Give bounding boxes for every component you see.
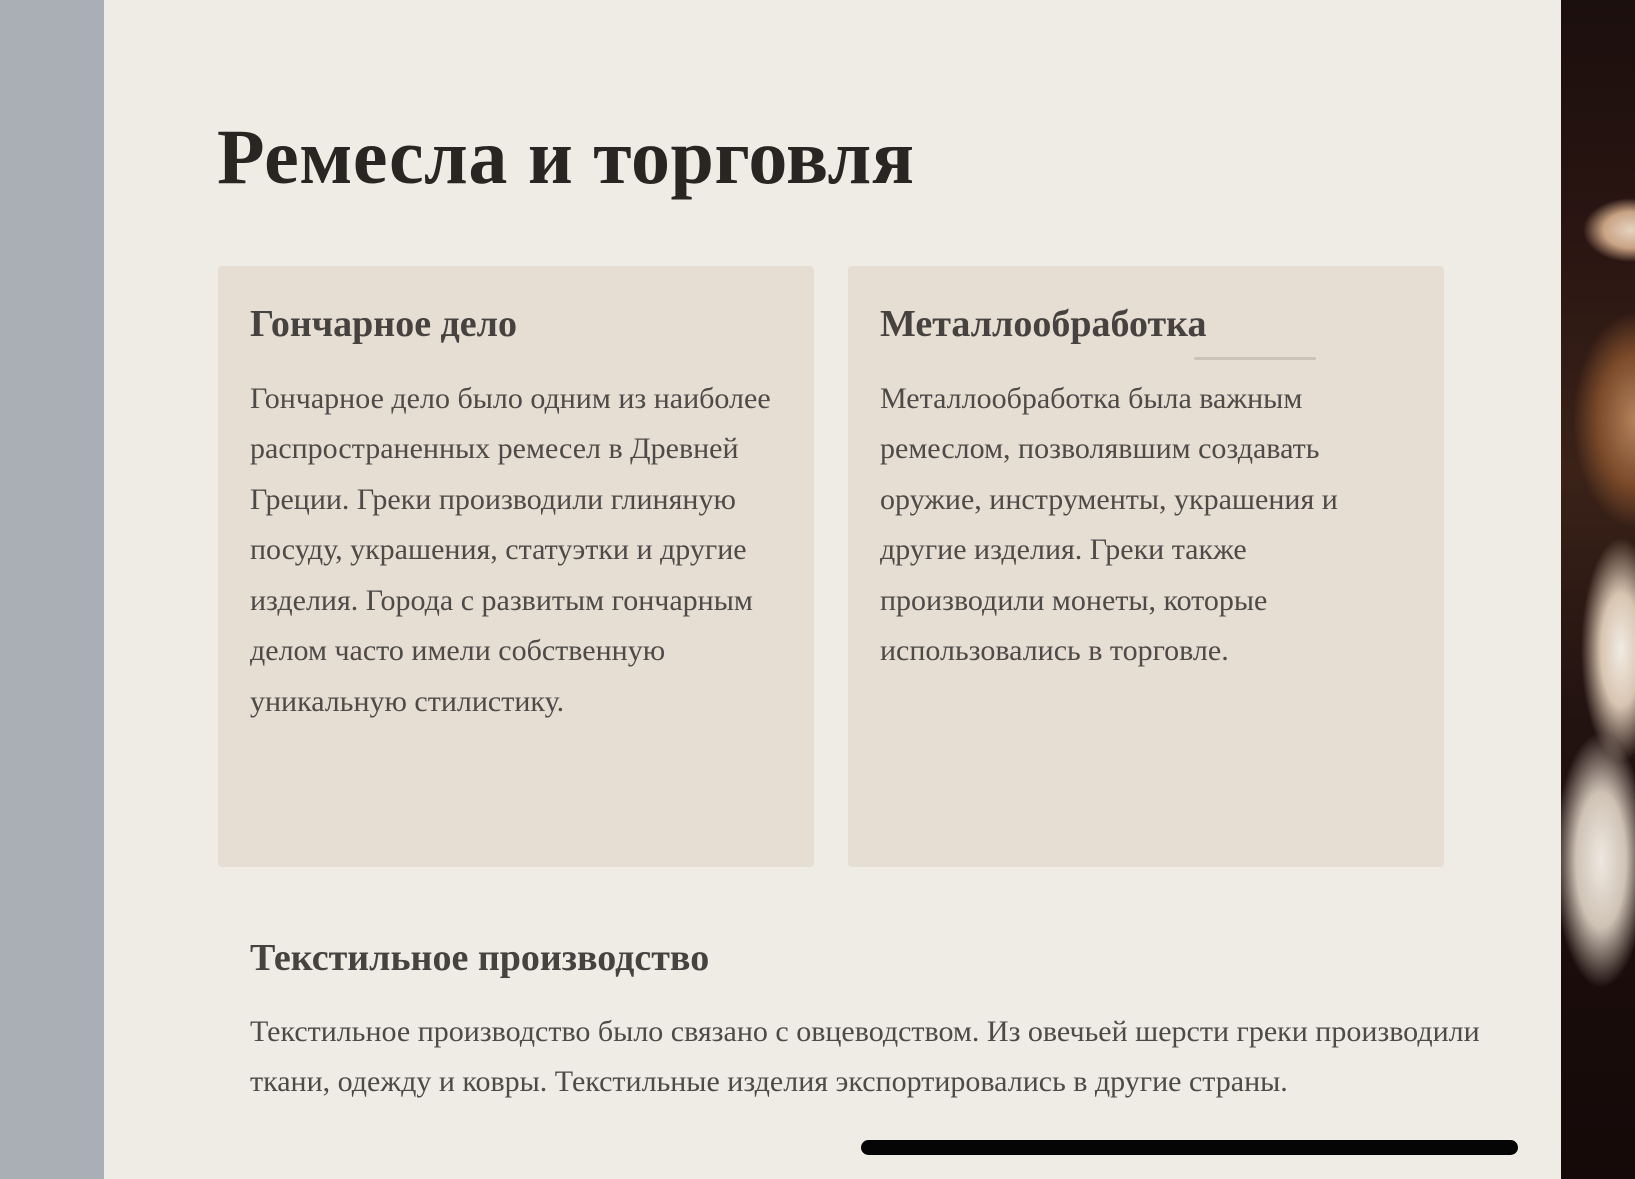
- textile-heading: Текстильное производство: [250, 937, 710, 979]
- metalwork-card: [848, 266, 1444, 867]
- metalwork-text: Металлообработка была важным ремеслом, позволявшим создавать оружие, инструменты, украшения и другие изделия. Греки также производили монеты, которые использовались в торговле.: [880, 381, 1338, 668]
- left-background-strip: [0, 0, 104, 1179]
- pottery-heading: Гончарное дело: [250, 303, 517, 345]
- textile-section: [250, 936, 1550, 1108]
- textile-text: Текстильное производство было связано с овцеводством. Из овечьей шерсти греки производили ткани, одежду и ковры. Текстильные изделия экспортировались в другие страны.: [250, 1014, 1480, 1099]
- presentation-slide: [104, 0, 1561, 1179]
- pottery-card: [218, 266, 814, 867]
- horizontal-scrollbar[interactable]: [861, 1140, 1518, 1155]
- decorative-divider: [1194, 357, 1316, 360]
- next-slide-image-preview: [1561, 0, 1635, 1179]
- metalwork-heading: Металлообработка: [880, 303, 1207, 345]
- pottery-text: Гончарное дело было одним из наиболее распространенных ремесел в Древней Греции. Греки производили глиняную посуду, украшения, статуэтки и другие изделия. Города с развитым гончарным делом часто имели собственную уникальную стилистику.: [250, 381, 771, 718]
- slide-title: Ремесла и торговля: [217, 113, 915, 200]
